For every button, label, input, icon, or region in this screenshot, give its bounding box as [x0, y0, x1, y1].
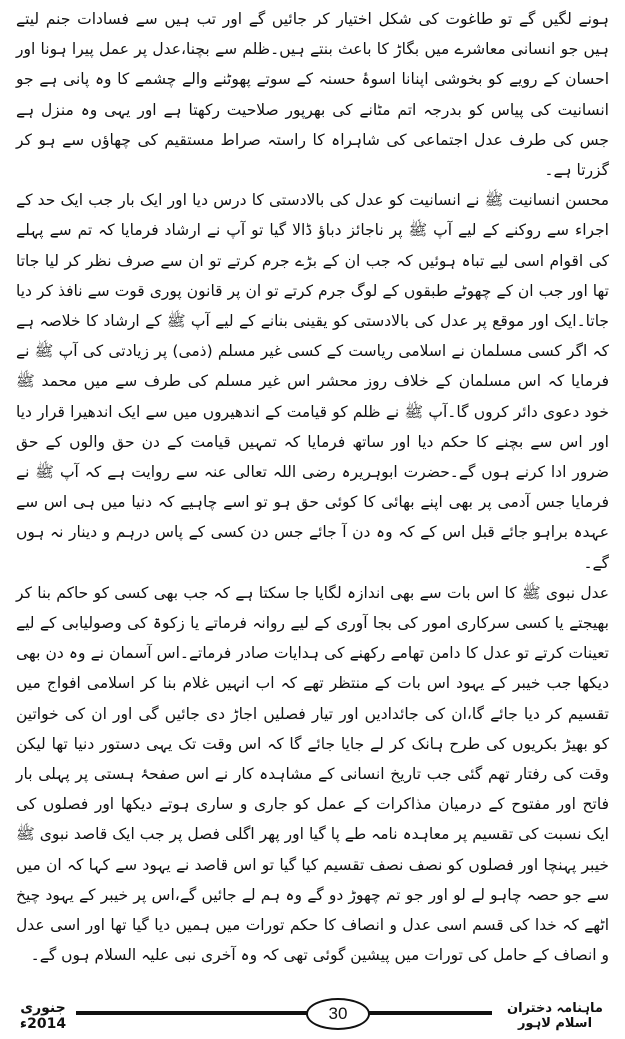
page-number-badge [306, 998, 370, 1030]
paragraph-3: عدل نبوی ﷺ کا اس بات سے بھی اندازہ لگایا جا سکتا ہے کہ جب بھی کسی کو حاکم بنا کر بھیجتے یا کسی سرکاری امور کی بجا آوری کے لیے روانہ فرماتے یا زکوۃ کی وصولیابی کے لیے تعینات کرتے تو عدل کا دامن تھامے رکھنے کی ہدایات صادر فرماتے۔اس آسمان نے وہ دن بھی دیکھا جب خیبر کے یہود اس بات کے منتظر تھے کہ اب انہیں غلام بنا کر اسلامی افواج میں تقسیم کر دیا جائے گا،ان کی جائدادیں اور تیار فصلیں اجاڑ دی جائیں گی اور ان کی خواتین کو بھیڑ بکریوں کی طرح ہانک کر لے جایا جائے گا کہ اس وقت تک یہی دستور دنیا تھا لیکن وقت کی رفتار تھم گئی جب تاریخ انسانی کے مشاہدہ کار نے اس صفحۂ ہستی پر پہلی بار فاتح اور مفتوح کے درمیان مذاکرات کے عمل کو جاری و ساری ہوتے دیکھا اور فصلوں کی ایک نسبت کی تقسیم پر معاہدہ نامہ طے پا گیا اور پھر اگلی فصل پر جب ایک قاصد نبوی ﷺ خیبر پہنچا اور فصلوں کو نصف نصف تقسیم کیا گیا تو اس قاصد نے یہود سے کہا کہ ان میں سے جو حصہ چاہو لے لو اور جو تم چھوڑ دو گے وہ ہم لے جائیں گے،اس پر خیبر کے یہود چیخ اٹھے کہ خدا کی قسم اسی عدل و انصاف کا حکم تورات میں ہمیں دیا گیا تھا اور اسی عدل و انصاف کے حامل کی تورات میں پیشین گوئی تھی کہ وہ آخری نبی علیہ السلام ہوں گے۔ [16, 583, 609, 965]
page-footer [10, 992, 615, 1032]
paragraph-2: محسن انسانیت ﷺ نے انسانیت کو عدل کی بالادستی کا درس دیا اور ایک بار جب ایک حد کے اجراء سے روکنے کے لیے آپ ﷺ پر ناجائز دباؤ ڈالا گیا تو آپ نے ارشاد فرمایا کہ تم سے پہلے کی اقوام اسی لیے تباہ ہوئیں کہ جب ان کے بڑے جرم کرتے تو ان سے صرف نظر کر لیا جاتا تھا اور جب ان کے چھوٹے طبقوں کے لوگ جرم کرتے تو ان پر قانون پوری قوت سے نافذ کر دیا جاتا۔ایک اور موقع پر عدل کی بالادستی کو یقینی بنانے کے لیے آپ ﷺ کے ارشاد کا خلاصہ ہے کہ اگر کسی مسلمان نے اسلامی ریاست کے کسی غیر مسلم (ذمی) پر زیادتی کی آپ ﷺ نے فرمایا کہ اس مسلمان کے خلاف روز محشر اس غیر مسلم کی طرف سے میں محمد ﷺ خود دعوی دائر کروں گا۔آپ ﷺ نے ظلم کو قیامت کے اندھیروں میں سے ایک اندھیرا قرار دیا اور اس سے بچنے کا حکم دیا اور ساتھ فرمایا کہ تمہیں قیامت کے دن حق والوں کے حق ضرور ادا کرنے ہوں گے۔حضرت ابوہریرہ رضی اللہ تعالی عنہ سے روایت ہے کہ آپ ﷺ نے فرمایا جس آدمی پر بھی اپنے بھائی کا کوئی حق ہو تو اسے چاہیے کہ دنیا میں ہی اس سے عہدہ براہو جائے قبل اس کے کہ وہ دن آ جائے جس دن کسی کے پاس درہم و دینار نہ ہوں گے۔ [16, 191, 609, 572]
paragraph-1: ہونے لگیں گے تو طاغوت کی شکل اختیار کر جائیں گے اور تب ہیں سے فسادات جنم لیتے ہیں جو انسانی معاشرے میں بگاڑ کا باعث بنتے ہیں۔ظلم سے بچنا،عدل پر عمل پیرا ہونا اور احسان کے رویے کو بخوشی اپنانا اسوۂ حسنہ کے سوتے پھوٹنے والے چشمے کا وہ پانی ہے جو انسانیت کی پیاس کو بدرجہ اتم مٹانے کی بھرپور صلاحیت رکھتا ہے اور یہی وہ منزل ہے جس کی طرف عدل اجتماعی کی شاہراہ کا راستہ صراط مستقیم کی چھاؤں سے ہو کر گزرتا ہے۔ [16, 10, 609, 180]
issue-date: جنوری 2014ء [19, 1000, 67, 1032]
magazine-name: ماہنامہ دختران اسلام لاہور [507, 1001, 603, 1031]
page-number: 30 [328, 1004, 348, 1023]
footer-rule-left [76, 1011, 314, 1015]
article-body [16, 4, 609, 971]
footer-rule-right [358, 1011, 492, 1015]
